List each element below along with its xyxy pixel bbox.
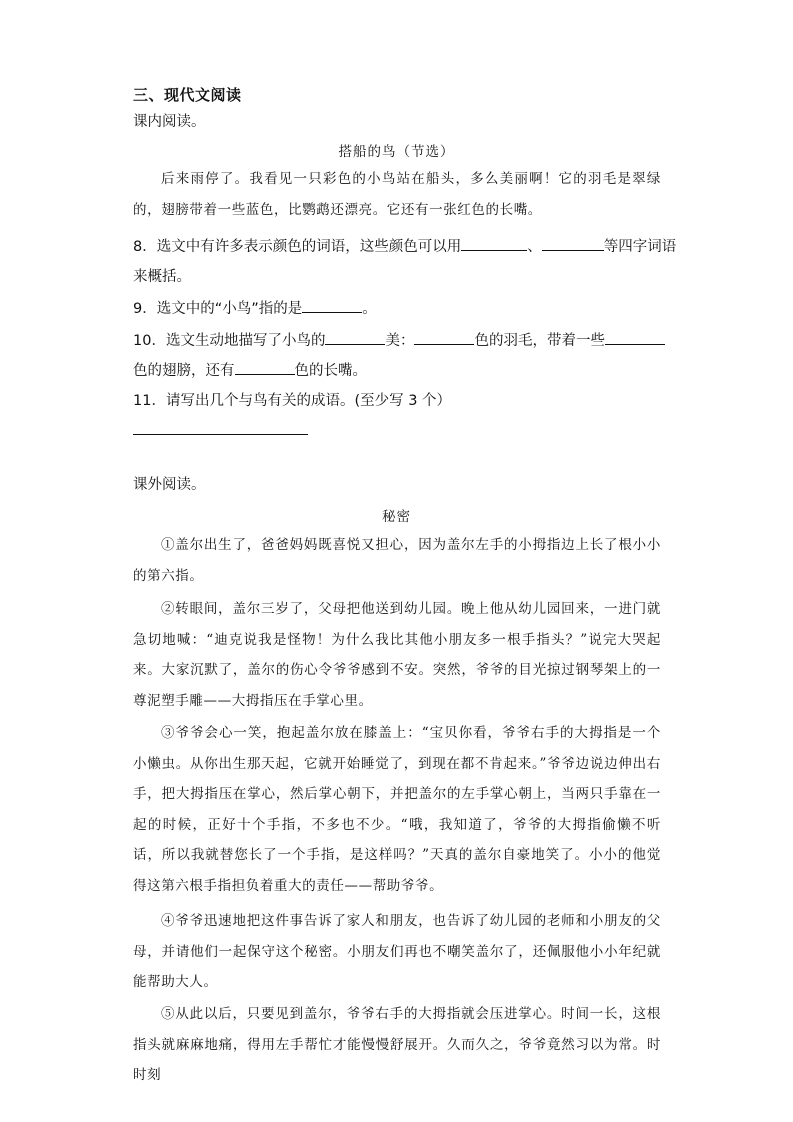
in-class-reading-label: 课内阅读。 [133, 114, 206, 130]
passage2-paragraph-3: ③爷爷会心一笑，抱起盖尔放在膝盖上：“宝贝你看，爷爷右手的大拇指是一个小懒虫。从你出生那天起，它就开始睡觉了，到现在都不肯起来。”爷爷边说边伸出右手，把大拇指压在掌心，然后掌心朝下，并把盖尔的左手掌心朝上，当两只手靠在一起的时候，正好十个手指，不多也不少。“哦，我知道了，爷爷的大拇指偷懒不听话，所以我就替您长了一个手指，是这样吗？”天真的盖尔自豪地笑了。小小的他觉得这第六根手指担负着重大的责任——帮助爷爷。 [133, 725, 661, 894]
question-11: 11．请写出几个与鸟有关的成语。(至少写 3 个） [133, 393, 452, 409]
question-9: 9．选文中的“小鸟”指的是 。 [133, 297, 377, 318]
passage2-paragraph-5: ⑤从此以后，只要见到盖尔，爷爷右手的大拇指就会压进掌心。时间一长，这根指头就麻麻地痛，得用左手帮忙才能慢慢舒展开。久而久之，爷爷竟然习以为常。时时刻 [133, 1006, 661, 1083]
question-8-line2: 来概括。 [133, 269, 191, 285]
answer-blank[interactable] [302, 298, 362, 313]
question-10-line1: 10．选文生动地描写了小鸟的 美： 色的羽毛，带着一些 [133, 329, 665, 350]
answer-blank[interactable] [325, 330, 385, 345]
answer-blank[interactable] [235, 360, 295, 375]
passage2-title: 秘密 [382, 509, 411, 525]
section-heading: 三、现代文阅读 [133, 86, 242, 104]
answer-blank[interactable] [414, 330, 474, 345]
answer-blank[interactable] [605, 330, 665, 345]
question-10-line2: 色的翅膀，还有 色的长嘴。 [133, 359, 367, 380]
answer-blank[interactable] [461, 236, 527, 251]
passage2-paragraph-2: ②转眼间，盖尔三岁了，父母把他送到幼儿园。晚上他从幼儿园回来，一进门就急切地喊：“迪克说我是怪物！为什么我比其他小朋友多一根手指头？”说完大哭起来。大家沉默了，盖尔的伤心令爷爷感到不安。突然，爷爷的目光掠过钢琴架上的一尊泥塑手雕——大拇指压在手掌心里。 [133, 601, 661, 709]
answer-blank[interactable] [542, 236, 604, 251]
passage2-paragraph-1: ①盖尔出生了，爸爸妈妈既喜悦又担心，因为盖尔左手的小拇指边上长了根小小的第六指。 [133, 537, 661, 584]
answer-line[interactable] [133, 433, 308, 435]
question-8-line1: 8．选文中有许多表示颜色的词语，这些颜色可以用 、 等四字词语 [133, 235, 676, 256]
passage1-text: 后来雨停了。我看见一只彩色的小鸟站在船头，多么美丽啊！它的羽毛是翠绿的，翅膀带着一些蓝色，比鹦鹉还漂亮。它还有一张红色的长嘴。 [133, 171, 661, 218]
passage1-title: 搭船的鸟（节选） [338, 144, 455, 160]
extra-reading-label: 课外阅读。 [133, 477, 206, 493]
passage2-paragraph-4: ④爷爷迅速地把这件事告诉了家人和朋友，也告诉了幼儿园的老师和小朋友的父母，并请他们一起保守这个秘密。小朋友们再也不嘲笑盖尔了，还佩服他小小年纪就能帮助大人。 [133, 913, 661, 990]
